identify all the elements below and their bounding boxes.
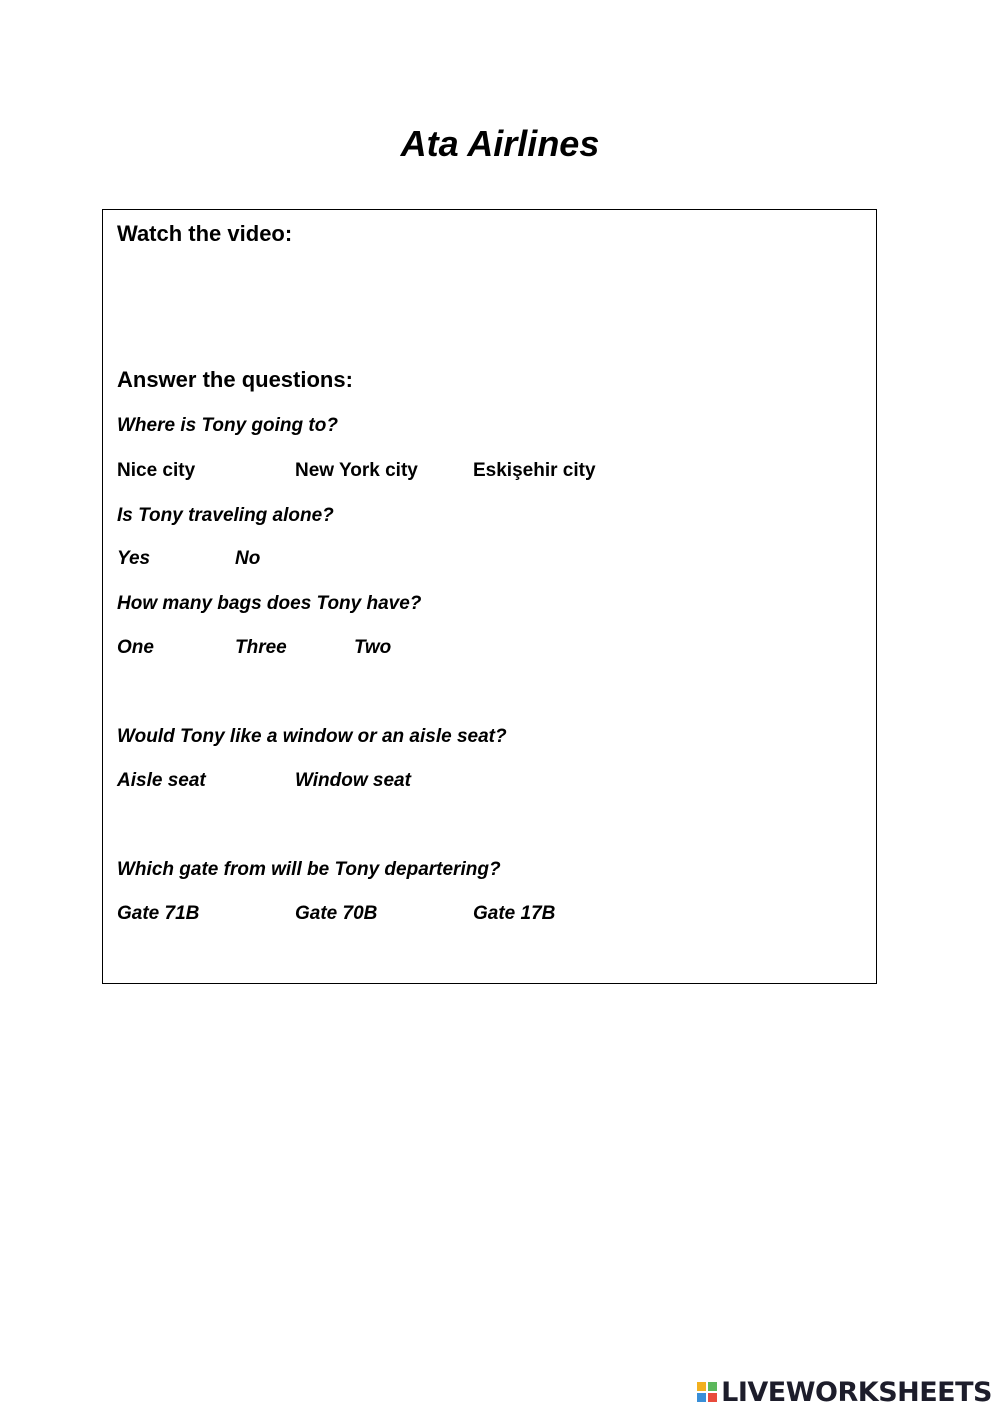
question-1: Where is Tony going to? bbox=[117, 415, 338, 436]
question-5: Which gate from will be Tony departering? bbox=[117, 859, 501, 880]
answer-questions-heading: Answer the questions: bbox=[117, 367, 353, 392]
q5-option-gate-17b[interactable]: Gate 17B bbox=[473, 903, 556, 924]
logo-squares-icon bbox=[697, 1382, 717, 1402]
q2-option-yes[interactable]: Yes bbox=[117, 548, 151, 569]
worksheet-panel bbox=[102, 209, 877, 984]
question-4: Would Tony like a window or an aisle seat? bbox=[117, 726, 507, 747]
q5-option-gate-71b[interactable]: Gate 71B bbox=[117, 903, 200, 924]
logo-wordmark: LIVEWORKSHEETS bbox=[721, 1376, 992, 1408]
logo-square-1 bbox=[697, 1382, 706, 1391]
q1-option-nice-city[interactable]: Nice city bbox=[117, 460, 196, 481]
logo-square-4 bbox=[708, 1393, 717, 1402]
q5-option-gate-70b[interactable]: Gate 70B bbox=[295, 903, 378, 924]
q2-option-no[interactable]: No bbox=[235, 548, 261, 569]
q4-option-aisle-seat[interactable]: Aisle seat bbox=[117, 770, 206, 791]
q1-option-eskisehir-city[interactable]: Eskişehir city bbox=[473, 460, 596, 481]
q4-option-window-seat[interactable]: Window seat bbox=[295, 770, 411, 791]
worksheet-title: Ata Airlines bbox=[400, 123, 600, 164]
question-3: How many bags does Tony have? bbox=[117, 593, 422, 614]
logo-square-2 bbox=[708, 1382, 717, 1391]
q3-option-two[interactable]: Two bbox=[354, 637, 392, 658]
watch-video-heading: Watch the video: bbox=[117, 221, 293, 246]
question-2: Is Tony traveling alone? bbox=[117, 505, 334, 526]
q3-option-three[interactable]: Three bbox=[235, 637, 287, 658]
liveworksheets-logo bbox=[697, 1377, 992, 1407]
logo-square-3 bbox=[697, 1393, 706, 1402]
q1-option-new-york-city[interactable]: New York city bbox=[295, 460, 418, 481]
q3-option-one[interactable]: One bbox=[117, 637, 154, 658]
